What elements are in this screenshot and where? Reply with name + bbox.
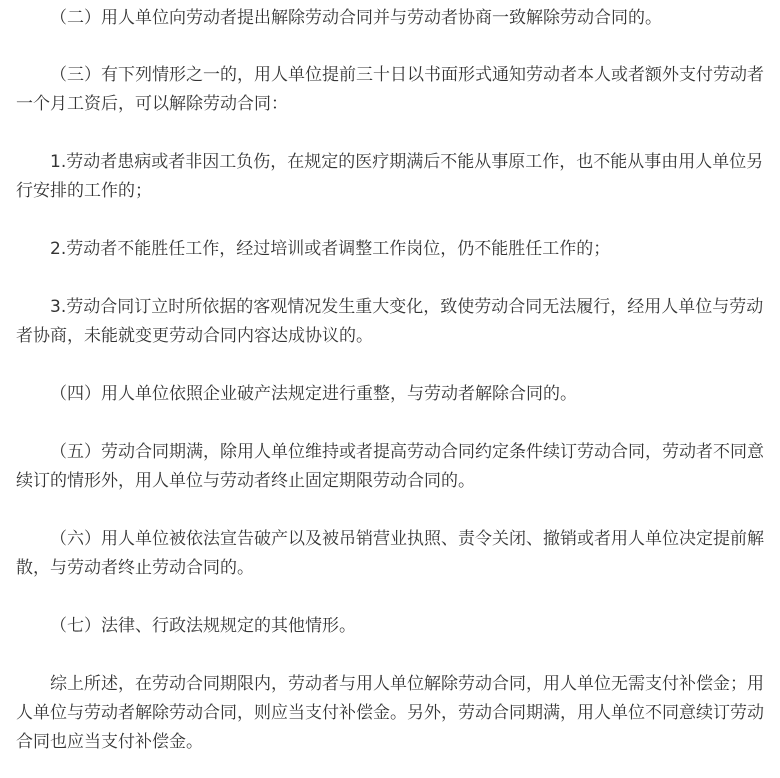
paragraph-item-3: （三）有下列情形之一的，用人单位提前三十日以书面形式通知劳动者本人或者额外支付劳动者一个月工资后，可以解除劳动合同： bbox=[16, 65, 764, 114]
paragraph-summary: 综上所述，在劳动合同期限内，劳动者与用人单位解除劳动合同，用人单位无需支付补偿金；用人单位与劳动者解除劳动合同，则应当支付补偿金。另外，劳动合同期满，用人单位不同意续订劳动合同也应当支付补偿金。 bbox=[16, 674, 764, 752]
paragraph-item-5: （五）劳动合同期满，除用人单位维持或者提高劳动合同约定条件续订劳动合同，劳动者不同意续订的情形外，用人单位与劳动者终止固定期限劳动合同的。 bbox=[16, 442, 764, 491]
paragraph-item-7: （七）法律、行政法规规定的其他情形。 bbox=[50, 616, 356, 636]
paragraph-subitem-1: 1.劳动者患病或者非因工负伤，在规定的医疗期满后不能从事原工作，也不能从事由用人单位另行安排的工作的； bbox=[16, 152, 764, 201]
paragraph-item-6: （六）用人单位被依法宣告破产以及被吊销营业执照、责令关闭、撤销或者用人单位决定提前解散，与劳动者终止劳动合同的。 bbox=[16, 529, 764, 578]
paragraph-item-4: （四）用人单位依照企业破产法规定进行重整，与劳动者解除合同的。 bbox=[50, 384, 577, 404]
paragraph-item-2: （二）用人单位向劳动者提出解除劳动合同并与劳动者协商一致解除劳动合同的。 bbox=[50, 8, 662, 28]
paragraph-subitem-2: 2.劳动者不能胜任工作，经过培训或者调整工作岗位，仍不能胜任工作的； bbox=[50, 239, 611, 259]
paragraph-subitem-3: 3.劳动合同订立时所依据的客观情况发生重大变化，致使劳动合同无法履行，经用人单位与劳动者协商，未能就变更劳动合同内容达成协议的。 bbox=[16, 297, 764, 346]
